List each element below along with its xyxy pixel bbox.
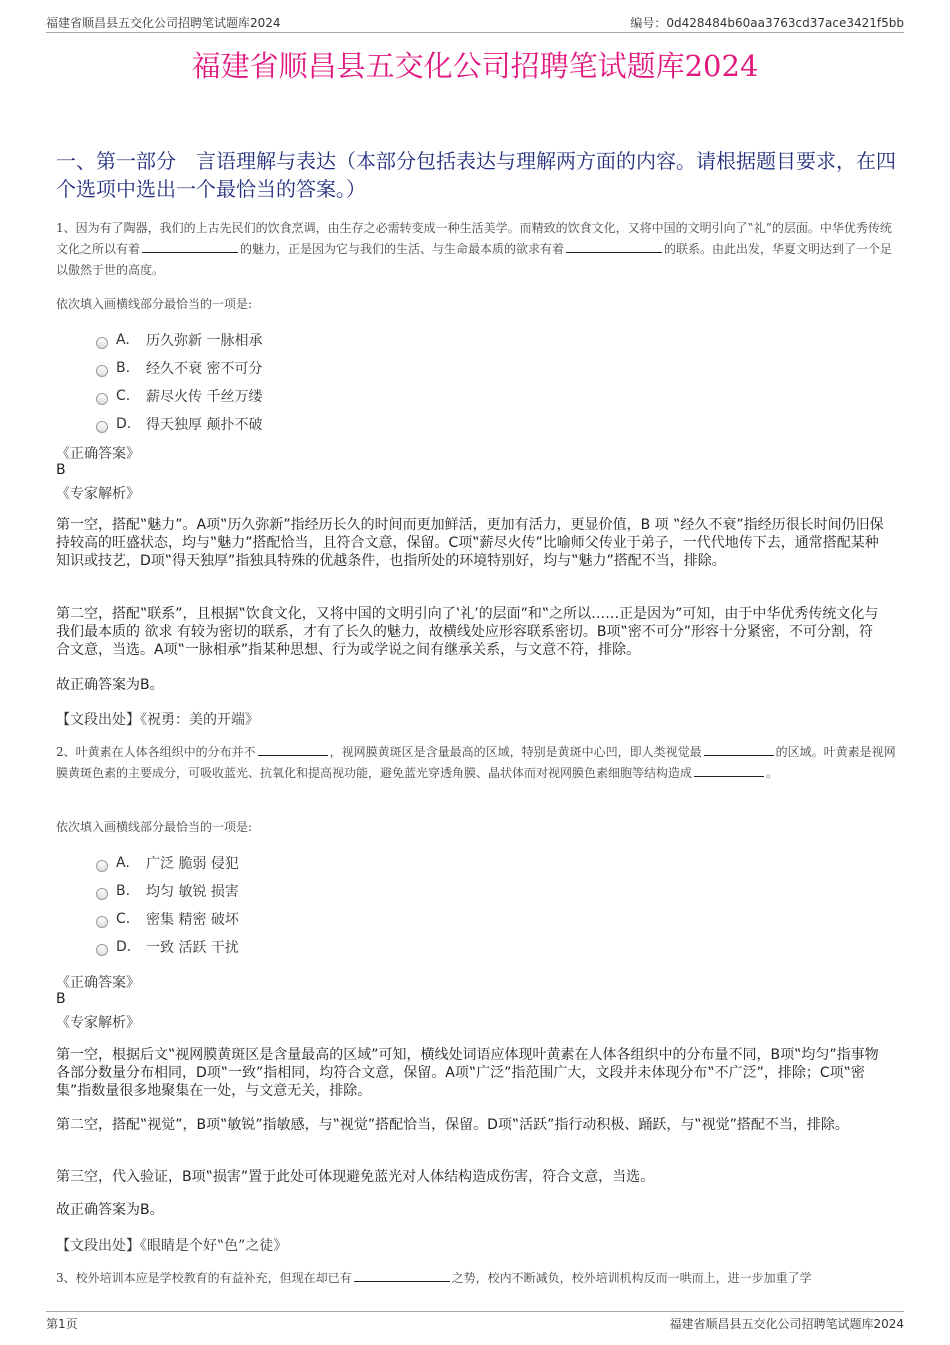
question-1-options [96, 326, 262, 438]
option-text: 广泛 脆弱 侵犯 [146, 856, 239, 872]
section-heading: 一、第一部分 言语理解与表达（本部分包括表达与理解两方面的内容。请根据题目要求，在四个选项中选出一个最恰当的答案。） [56, 149, 896, 201]
radio-icon[interactable] [96, 888, 108, 900]
analysis-conclusion: 故正确答案为B。 [56, 677, 164, 693]
header-doc-title: 福建省顺昌县五交化公司招聘笔试题库2024 [46, 16, 281, 30]
q2-text-part: 。 [766, 766, 779, 780]
radio-icon[interactable] [96, 421, 108, 433]
option-key: B. [116, 360, 131, 376]
fill-blank [566, 241, 662, 253]
source-label: 【文段出处】 [56, 712, 140, 728]
analysis-paragraph: 第一空，搭配‟魅力”。A项‟历久弥新”指经历长久的时间而更加鲜活，更加有活力，更显价值，B 项 ‟经久不衰”指经历很长时间仍旧保持较高的旺盛状态，均与‟魅力”搭配恰当，且符合文意，保留。C项‟薪尽火传”比喻师父传业于弟子，一代代地传下去，通常搭配某种知识或技艺，D项‟得天独厚”指独具特殊的优越条件，也指所处的环境特别好，均与‟魅力”搭配不当，排除。 [56, 517, 884, 569]
option-c[interactable] [96, 382, 262, 410]
correct-answer: B [56, 991, 66, 1007]
option-key: B. [116, 883, 131, 899]
fill-blank [704, 744, 774, 756]
option-text: 得天独厚 颠扑不破 [146, 417, 263, 433]
option-c[interactable] [96, 905, 239, 933]
q1-text-part: 的联系。由此出发，华夏文明达到了一个足以傲然于世的高度。 [56, 242, 893, 277]
radio-icon[interactable] [96, 365, 108, 377]
source-title: 《祝勇：美的开端》 [140, 712, 259, 728]
correct-answer: B [56, 462, 66, 478]
option-text: 历久弥新 一脉相承 [146, 333, 263, 349]
option-d[interactable] [96, 410, 262, 438]
question-2-text [56, 742, 898, 784]
footer-doc-title: 福建省顺昌县五交化公司招聘笔试题库2024 [669, 1317, 904, 1331]
radio-icon[interactable] [96, 337, 108, 349]
option-a[interactable] [96, 326, 262, 354]
analysis-conclusion: 故正确答案为B。 [56, 1202, 164, 1218]
option-text: 密集 精密 破坏 [146, 912, 239, 928]
option-text: 均匀 敏锐 损害 [146, 884, 239, 900]
source [56, 1235, 287, 1255]
radio-icon[interactable] [96, 916, 108, 928]
answer-label: 《正确答案》 [56, 975, 140, 991]
q2-text-part: ，视网膜黄斑区是含量最高的区域，特别是黄斑中心凹，即人类视觉最 [329, 745, 702, 759]
header-doc-id: 编号：0d428484b60aa3763cd37ace3421f5bb [630, 16, 904, 30]
question-2-options [96, 849, 239, 961]
page-number: 第1页 [46, 1317, 78, 1331]
option-key: A. [116, 855, 130, 871]
analysis-paragraph: 第二空，搭配‟视觉”，B项‟敏锐”指敏感，与‟视觉”搭配恰当，保留。D项‟活跃”指行动积极、踊跃，与‟视觉”搭配不当，排除。 [56, 1117, 849, 1133]
question-2-prompt: 依次填入画横线部分最恰当的一项是: [56, 820, 253, 834]
option-text: 经久不衰 密不可分 [146, 361, 263, 377]
option-key: C. [116, 911, 131, 927]
q1-text-part: 的魅力，正是因为它与我们的生活、与生命最本质的欲求有着 [240, 242, 565, 256]
option-b[interactable] [96, 354, 262, 382]
q2-text-part: 的区域。叶黄素是视网膜黄斑色素的主要成分，可吸收蓝光、抗氧化和提高视功能，避免蓝光穿透角膜、晶状体而对视网膜色素细胞等结构造成 [56, 745, 896, 780]
question-3-text [56, 1268, 898, 1289]
analysis-paragraph: 第二空，搭配‟联系”，且根据‟饮食文化，又将中国的文明引向了‛礼’的层面”和‟之所以……正是因为”可知，由于中华优秀传统文化与我们最本质的 欲求 有较为密切的联系，才有了长久的魅力，故横线处应形容联系密切。B项‟密不可分”形容十分紧密，不可分割，符合文意，当选。A项‟一脉相承”指某种思想、行为或学说之间有继承关系，与文意不符，排除。 [56, 606, 879, 658]
question-1-text [56, 218, 898, 281]
q3-text-part: 3、校外培训本应是学校教育的有益补充，但现在却已有 [56, 1271, 352, 1285]
option-d[interactable] [96, 933, 239, 961]
option-key: D. [116, 416, 132, 432]
analysis-paragraph: 第一空，根据后文‟视网膜黄斑区是含量最高的区域”可知，横线处词语应体现叶黄素在人体各组织中的分布量不同，B项‟均匀”指事物各部分数量分布相同，D项‟一致”指相同，均符合文意，保留。A项‟广泛”指范围广大，文段并未体现分布‟不广泛”，排除；C项‟密集”指数量很多地聚集在一处，与文意无关，排除。 [56, 1047, 879, 1099]
radio-icon[interactable] [96, 944, 108, 956]
page-title: 福建省顺昌县五交化公司招聘笔试题库2024 [191, 49, 759, 83]
radio-icon[interactable] [96, 860, 108, 872]
option-a[interactable] [96, 849, 239, 877]
option-b[interactable] [96, 877, 239, 905]
source [56, 709, 259, 729]
fill-blank [694, 765, 764, 777]
fill-blank [354, 1270, 450, 1282]
q2-text-part: 2、叶黄素在人体各组织中的分布并不 [56, 745, 256, 759]
source-title: 《眼睛是个好‟色”之徒》 [140, 1238, 288, 1254]
page-footer [46, 1311, 904, 1332]
q1-text-part: 1、因为有了陶器，我们的上古先民们的饮食烹调，由生存之必需转变成一种生活美学。而精致的饮食文化，又将中国的文明引向了‟礼”的层面。中华优秀传统文化之所以有着 [56, 221, 892, 256]
answer-label: 《正确答案》 [56, 446, 140, 462]
option-key: A. [116, 332, 130, 348]
option-text: 一致 活跃 干扰 [146, 940, 239, 956]
analysis-label: 《专家解析》 [56, 1015, 140, 1031]
option-key: C. [116, 388, 131, 404]
page-header [46, 14, 904, 33]
option-key: D. [116, 939, 132, 955]
fill-blank [258, 744, 328, 756]
q3-text-part: 之势，校内不断减负，校外培训机构反而一哄而上，进一步加重了学 [451, 1271, 812, 1285]
analysis-label: 《专家解析》 [56, 486, 140, 502]
radio-icon[interactable] [96, 393, 108, 405]
fill-blank [142, 241, 238, 253]
analysis-paragraph: 第三空，代入验证，B项‟损害”置于此处可体现避免蓝光对人体结构造成伤害，符合文意，当选。 [56, 1169, 655, 1185]
question-1-prompt: 依次填入画横线部分最恰当的一项是: [56, 297, 253, 311]
option-text: 薪尽火传 千丝万缕 [146, 389, 263, 405]
source-label: 【文段出处】 [56, 1238, 140, 1254]
